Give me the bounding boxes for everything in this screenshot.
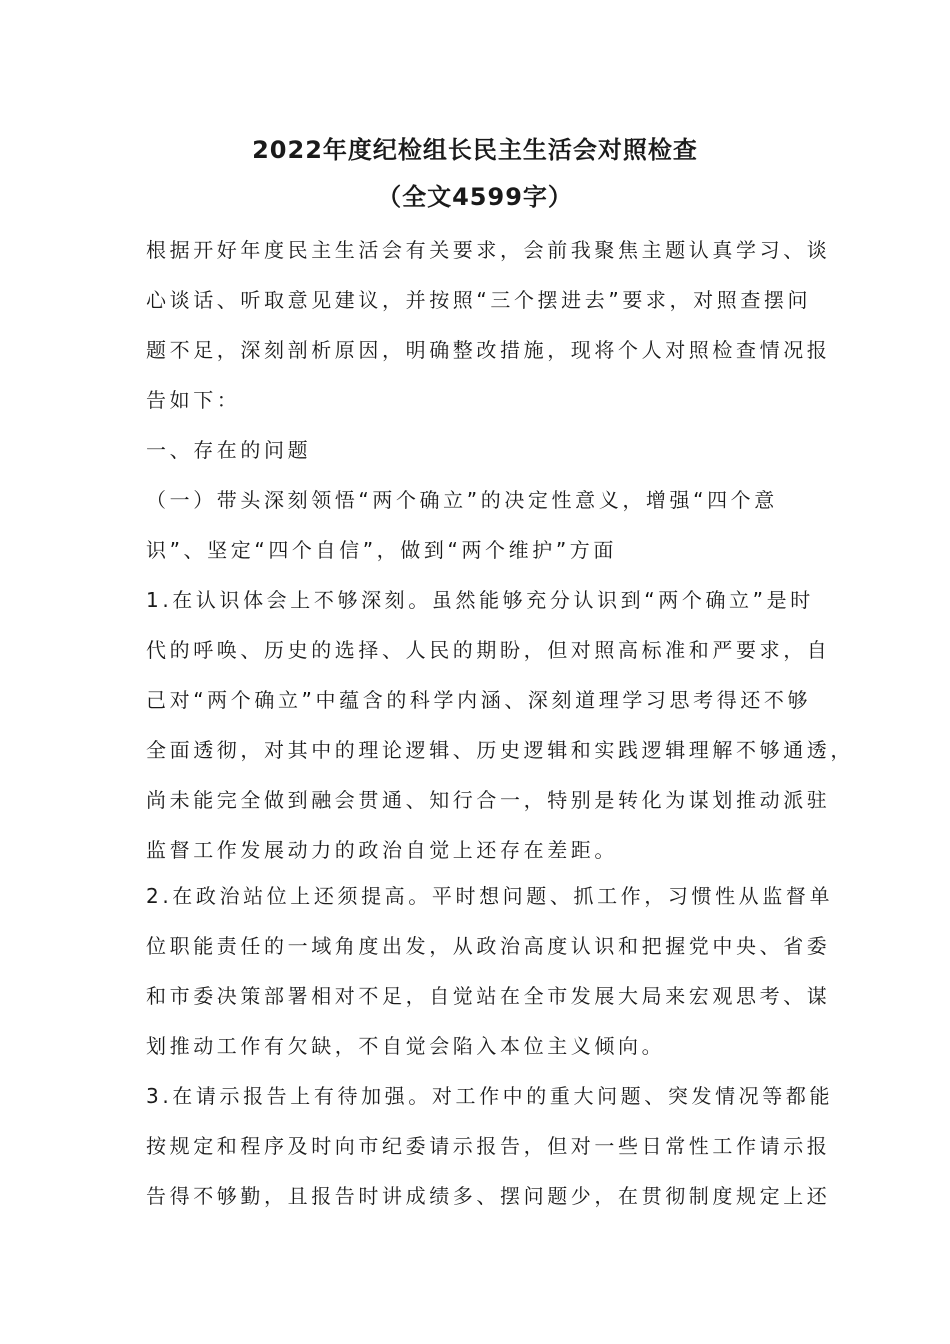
paragraph-line: 划推动工作有欠缺，不自觉会陷入本位主义倾向。 (146, 1034, 666, 1058)
paragraph-line: 题不足，深刻剖析原因，明确整改措施，现将个人对照检查情况报 (146, 338, 831, 362)
paragraph-line: 己对“两个确立”中蕴含的科学内涵、深刻道理学习思考得还不够 (146, 688, 812, 712)
paragraph-line: 告如下： (146, 388, 241, 412)
paragraph-line: 1.在认识体会上不够深刻。虽然能够充分认识到“两个确立”是时 (146, 588, 814, 612)
paragraph-line: 3.在请示报告上有待加强。对工作中的重大问题、突发情况等都能 (146, 1084, 834, 1108)
paragraph-line: 监督工作发展动力的政治自觉上还存在差距。 (146, 838, 618, 862)
paragraph-line: 和市委决策部署相对不足，自觉站在全市发展大局来宏观思考、谋 (146, 984, 831, 1008)
paragraph-line: 心谈话、听取意见建议，并按照“三个摆进去”要求，对照查摆问 (146, 288, 812, 312)
document-subtitle: （全文4599字） (377, 183, 573, 211)
subsection-heading: （一）带头深刻领悟“两个确立”的决定性意义，增强“四个意 (146, 488, 778, 512)
section-heading: 一、存在的问题 (146, 438, 312, 462)
paragraph-line: 位职能责任的一域角度出发，从政治高度认识和把握党中央、省委 (146, 934, 831, 958)
paragraph-line: 告得不够勤，且报告时讲成绩多、摆问题少，在贯彻制度规定上还 (146, 1184, 831, 1208)
subsection-heading: 识”、坚定“四个自信”，做到“两个维护”方面 (146, 538, 618, 562)
paragraph-line: 代的呼唤、历史的选择、人民的期盼，但对照高标准和严要求，自 (146, 638, 831, 662)
paragraph-line: 尚未能完全做到融会贯通、知行合一，特别是转化为谋划推动派驻 (146, 788, 831, 812)
paragraph-line: 全面透彻，对其中的理论逻辑、历史逻辑和实践逻辑理解不够通透， (146, 738, 854, 762)
paragraph-line: 按规定和程序及时向市纪委请示报告，但对一些日常性工作请示报 (146, 1134, 831, 1158)
document-title: 2022年度纪检组长民主生活会对照检查 (252, 136, 698, 164)
paragraph-line: 2.在政治站位上还须提高。平时想问题、抓工作，习惯性从监督单 (146, 884, 834, 908)
paragraph-line: 根据开好年度民主生活会有关要求，会前我聚焦主题认真学习、谈 (146, 238, 831, 262)
